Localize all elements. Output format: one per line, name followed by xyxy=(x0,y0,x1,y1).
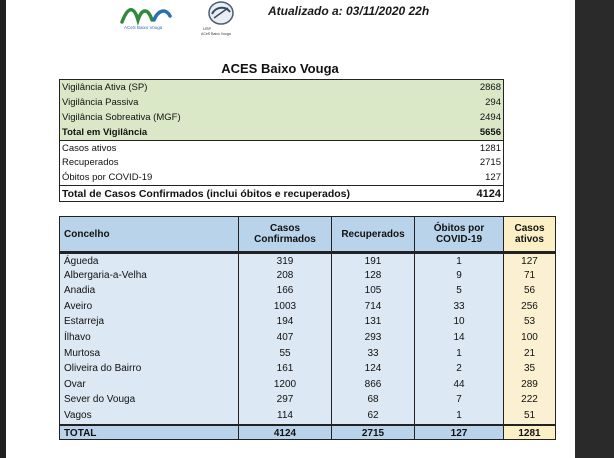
cell-recovered: 131 xyxy=(332,314,415,330)
table-total-row xyxy=(59,424,556,440)
cell-active: 51 xyxy=(504,408,555,424)
table-header xyxy=(59,216,556,252)
cell-deaths: 5 xyxy=(415,283,504,299)
table-row xyxy=(60,330,555,346)
cell-deaths: 1 xyxy=(415,252,504,268)
cell-confirmed: 319 xyxy=(239,252,332,268)
cell-recovered: 33 xyxy=(332,346,415,362)
cell-concelho: Ílhavo xyxy=(60,330,239,346)
cell-concelho: Albergaria-a-Velha xyxy=(60,268,239,284)
cell-active: 56 xyxy=(504,283,555,299)
page-title: ACES Baixo Vouga xyxy=(221,61,339,76)
cell-active: 21 xyxy=(504,346,555,362)
cell-confirmed: 194 xyxy=(239,314,332,330)
updated-timestamp: Atualizado a: 03/11/2020 22h xyxy=(268,4,430,18)
cell-recovered: 866 xyxy=(332,377,415,393)
table-row xyxy=(60,299,555,315)
cell-recovered: 68 xyxy=(332,392,415,408)
svg-text:USP: USP xyxy=(203,26,212,31)
summary-row-total-vigilance: Total em Vigilância 5656 xyxy=(62,127,501,138)
cell-active: 100 xyxy=(504,330,555,346)
total-active: 1281 xyxy=(504,426,555,439)
table-row xyxy=(60,408,555,424)
cell-deaths: 9 xyxy=(415,268,504,284)
cell-active: 127 xyxy=(504,252,555,268)
total-confirmed: 4124 xyxy=(239,426,332,439)
cell-confirmed: 161 xyxy=(239,361,332,377)
header-concelho: Concelho xyxy=(60,217,239,251)
cell-recovered: 714 xyxy=(332,299,415,315)
aces-logo xyxy=(118,0,190,30)
cell-concelho: Ovar xyxy=(60,377,239,393)
cell-confirmed: 1200 xyxy=(239,377,332,393)
cell-confirmed: 297 xyxy=(239,392,332,408)
header-obitos: Óbitos por COVID-19 xyxy=(415,217,504,251)
cell-confirmed: 166 xyxy=(239,283,332,299)
table-row xyxy=(60,314,555,330)
cell-confirmed: 114 xyxy=(239,408,332,424)
cell-active: 35 xyxy=(504,361,555,377)
header-recuperados: Recuperados xyxy=(332,217,415,251)
cell-deaths: 2 xyxy=(415,361,504,377)
table-row xyxy=(60,268,555,284)
cell-concelho: Aveiro xyxy=(60,299,239,315)
right-frame xyxy=(575,0,614,458)
cell-recovered: 105 xyxy=(332,283,415,299)
summary-row-total-confirmed: Total de Casos Confirmados (inclui óbitos e recuperados) 4124 xyxy=(60,185,503,201)
cell-deaths: 33 xyxy=(415,299,504,315)
cell-deaths: 10 xyxy=(415,314,504,330)
summary-row: Vigilância Ativa (SP) 2868 xyxy=(62,82,501,93)
cell-concelho: Vagos xyxy=(60,408,239,424)
cell-confirmed: 55 xyxy=(239,346,332,362)
table-row xyxy=(60,346,555,362)
cell-recovered: 191 xyxy=(332,252,415,268)
usp-logo xyxy=(196,0,246,36)
cell-recovered: 62 xyxy=(332,408,415,424)
cell-deaths: 1 xyxy=(415,346,504,362)
cell-concelho: Murtosa xyxy=(60,346,239,362)
summary-row: Casos ativos 1281 xyxy=(60,140,503,155)
table-row xyxy=(60,361,555,377)
cell-deaths: 44 xyxy=(415,377,504,393)
table-row xyxy=(60,283,555,299)
cell-confirmed: 208 xyxy=(239,268,332,284)
summary-row: Recuperados 2715 xyxy=(62,157,501,168)
summary-row: Vigilância Passiva 294 xyxy=(62,97,501,108)
cell-concelho: Sever do Vouga xyxy=(60,392,239,408)
summary-row: Vigilância Sobreativa (MGF) 2494 xyxy=(62,112,501,123)
header-casos-confirmados: Casos Confirmados xyxy=(239,217,332,251)
cell-active: 289 xyxy=(504,377,555,393)
cell-deaths: 14 xyxy=(415,330,504,346)
table-body xyxy=(59,252,556,424)
table-row xyxy=(60,392,555,408)
cell-recovered: 128 xyxy=(332,268,415,284)
cell-concelho: Estarreja xyxy=(60,314,239,330)
cell-active: 71 xyxy=(504,268,555,284)
total-deaths: 127 xyxy=(415,426,504,439)
cell-active: 53 xyxy=(504,314,555,330)
cell-active: 222 xyxy=(504,392,555,408)
cell-concelho: Águeda xyxy=(60,252,239,268)
total-label: TOTAL xyxy=(60,426,239,439)
table-row xyxy=(60,377,555,393)
summary-table xyxy=(59,79,504,202)
municipality-table xyxy=(59,216,556,440)
summary-row: Óbitos por COVID-19 127 xyxy=(62,172,501,183)
cell-deaths: 7 xyxy=(415,392,504,408)
cell-concelho: Anadia xyxy=(60,283,239,299)
cell-confirmed: 407 xyxy=(239,330,332,346)
cell-confirmed: 1003 xyxy=(239,299,332,315)
cell-concelho: Oliveira do Bairro xyxy=(60,361,239,377)
svg-text:ACeS Baixo Vouga: ACeS Baixo Vouga xyxy=(201,32,231,36)
cell-active: 256 xyxy=(504,299,555,315)
cell-deaths: 1 xyxy=(415,408,504,424)
logo1-caption: ACeS Baixo Vouga xyxy=(124,25,163,30)
cell-recovered: 124 xyxy=(332,361,415,377)
total-recovered: 2715 xyxy=(332,426,415,439)
header-casos-ativos: Casos ativos xyxy=(504,217,555,251)
cell-recovered: 293 xyxy=(332,330,415,346)
table-row xyxy=(60,252,555,268)
